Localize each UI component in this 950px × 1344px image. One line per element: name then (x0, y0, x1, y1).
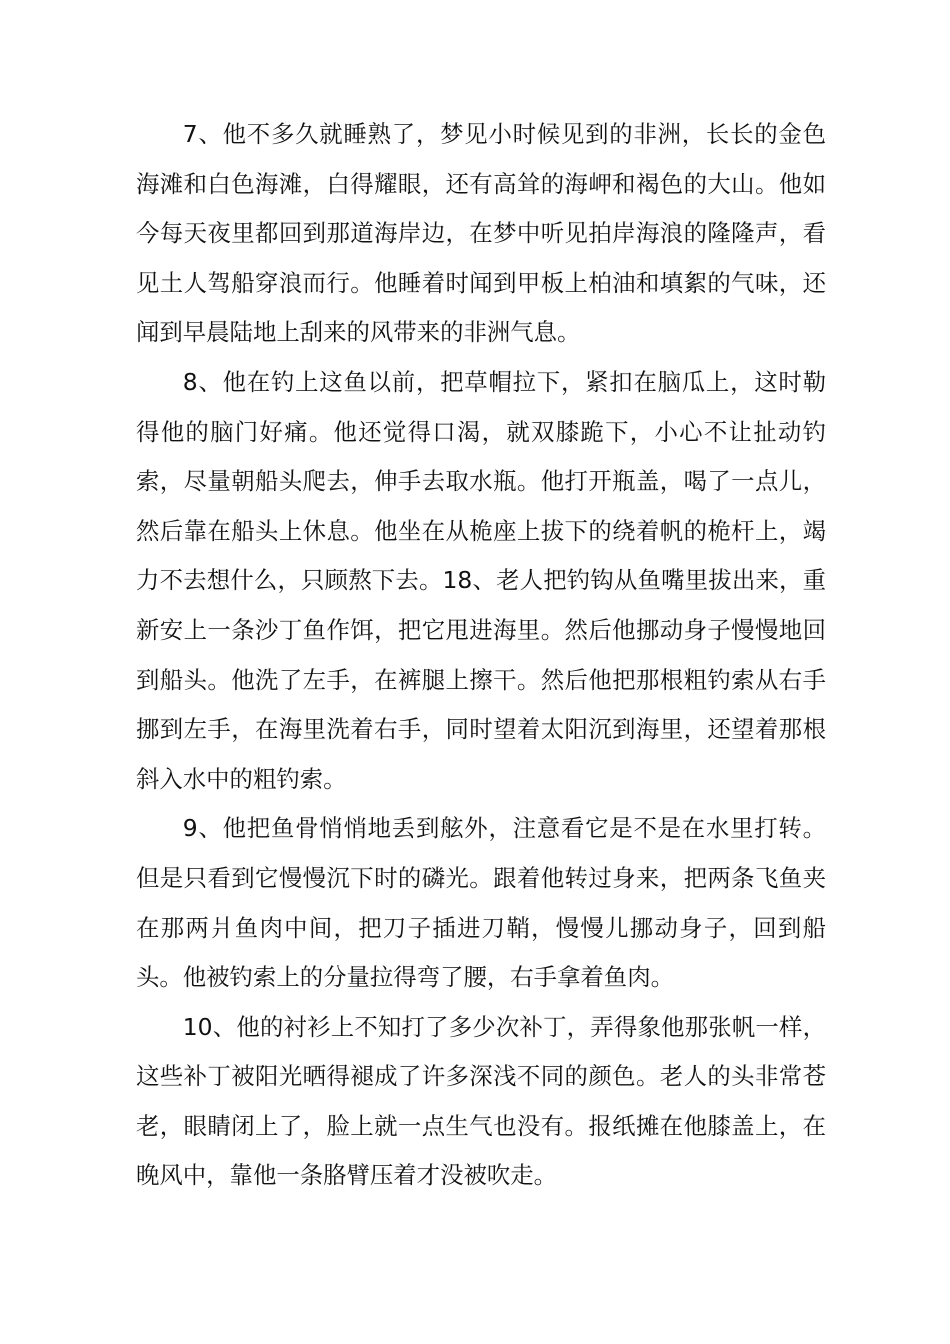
paragraph-10: 10、他的衬衫上不知打了多少次补丁，弄得象他那张帆一样，这些补丁被阳光晒得褪成了许多深浅不同的颜色。老人的头非常苍老，眼睛闭上了，脸上就一点生气也没有。报纸摊在他膝盖上，在晚风中，靠他一条胳臂压着才没被吹走。 (136, 1012, 826, 1190)
document-body (136, 110, 826, 1201)
paragraph-7: 7、他不多久就睡熟了，梦见小时候见到的非洲，长长的金色海滩和白色海滩，白得耀眼，还有高耸的海岬和褐色的大山。他如今每天夜里都回到那道海岸边，在梦中听见拍岸海浪的隆隆声，看见土人驾船穿浪而行。他睡着时闻到甲板上柏油和填絮的气味，还闻到早晨陆地上刮来的风带来的非洲气息。 (136, 120, 826, 347)
paragraph-9: 9、他把鱼骨悄悄地丢到舷外，注意看它是不是在水里打转。但是只看到它慢慢沉下时的磷光。跟着他转过身来，把两条飞鱼夹在那两爿鱼肉中间，把刀子插进刀鞘，慢慢儿挪动身子，回到船头。他被钓索上的分量拉得弯了腰，右手拿着鱼肉。 (136, 814, 826, 992)
paragraph-8: 8、他在钓上这鱼以前，把草帽拉下，紧扣在脑瓜上，这时勒得他的脑门好痛。他还觉得口渴，就双膝跪下，小心不让扯动钓索，尽量朝船头爬去，伸手去取水瓶。他打开瓶盖，喝了一点儿，然后靠在船头上休息。他坐在从桅座上拔下的绕着帆的桅杆上，竭力不去想什么，只顾熬下去。18、老人把钓钩从鱼嘴里拔出来，重新安上一条沙丁鱼作饵，把它甩进海里。然后他挪动身子慢慢地回到船头。他洗了左手，在裤腿上擦干。然后他把那根粗钓索从右手挪到左手，在海里洗着右手，同时望着太阳沉到海里，还望着那根斜入水中的粗钓索。 (136, 367, 826, 793)
